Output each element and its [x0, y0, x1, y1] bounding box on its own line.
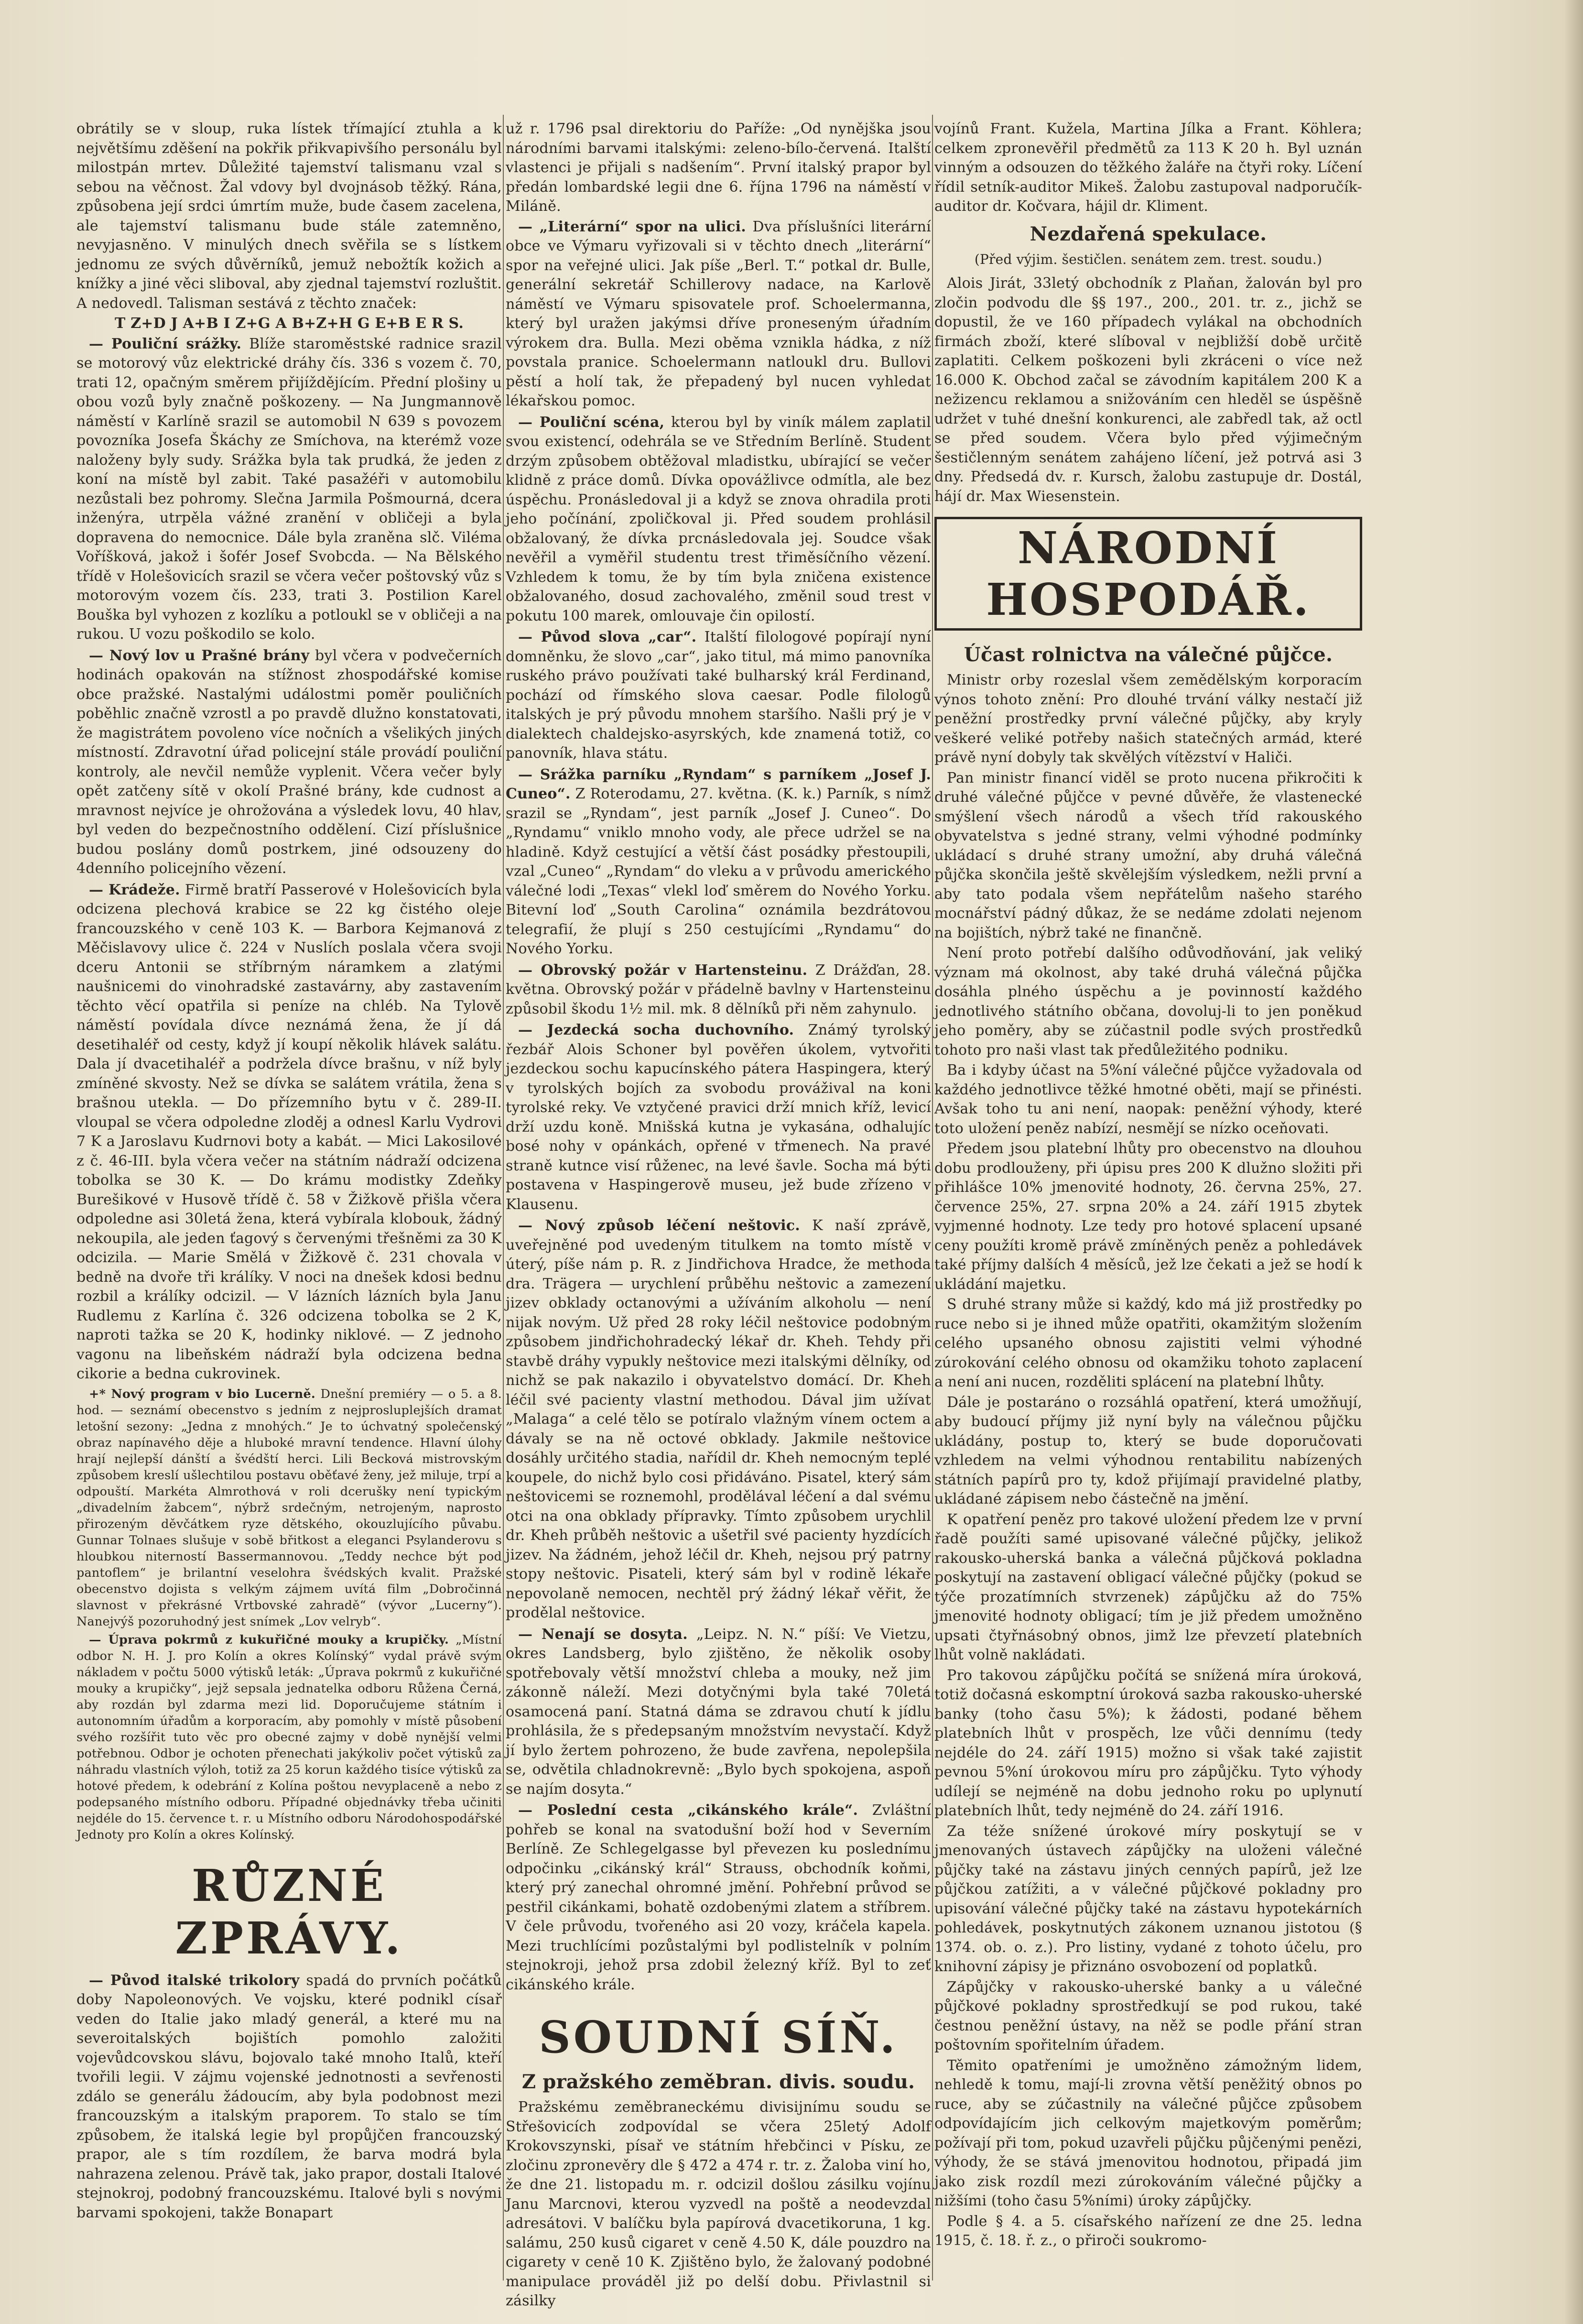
article-text: Dnešní premiéry — o 5. a 8. hod. — seznámí obecenstvo s jedním z nejprosluplejších dramat letošní sezony: „Jedna z mnohých.“ Je to úchvatný společenský obraz napínavého děje a hluboké mravní tendence. Hlavní úlohy hrají nejlepší dánští a švédští herci. Lili Becková mistrovským způsobem kreslí ušlechtilou postavu oběťavé ženy, jež miluje, trpí a odpouští. Markéta Almrothová v roli dcerušky není typickým „divadelním žabcem“, nýbrž srdečným, netrojeným, naprosto přirozeným děvčátkem ryze dětského, okouzlujícího půvabu. Gunnar Tolnaes slušuje v sobě břitkost a eleganci Psylanderovu s hloubkou niterností Bassermannovou. „Teddy nechce být pod pantoflem“ je brilantní veselohra švédských kvalit. Pražské obecenstvo dojista s velkým zájmem uvítá film „Dobročinná slavnost v překrásné Vrtbovské zahradě“ (vývor „Lucerny“). Nanejvýš pozoruhodný jest snímek „Lov velryb“. [76, 1386, 502, 1629]
article [76, 646, 502, 879]
article-headline: — Pouliční srážky. [89, 335, 242, 352]
article-text: Z Roterodamu, 27. května. (K. k.) Parník, s nímž srazil se „Ryndam“, jest parník „Josef J. Cuneo“. Do „Ryndamu“ vniklo mnoho vody, ale přece udržel se na hladině. Když cestující a větší část posádky přestoupili, vzal „Cuneo“ „Ryndam“ do vleku a v průvodu amerického válečné lodi „Texas“ vlekl loď směrem do Nového Yorku. Bitevní loď „South Carolina“ oznámila bezdrátovou telegrafií, že plují s 250 cestujícími „Ryndamu“ do Nového Yorku. [506, 786, 931, 957]
article-paragraph: Podle § 4. a 5. císařského nařízení ze dne 25. ledna 1915, č. 18. ř. z., o přiroči soukromo- [934, 2213, 1362, 2249]
article-paragraph: Ministr orby rozeslal všem zemědělským korporacím výnos tohoto znění: Pro dlouhé trvání války nestačí již peněžní prostředky první válečné půjčky, aby kryly veškeré veliké potřeby našich statečných armád, které právě nyní dobyly tak skvělých vítězství v Haliči. [934, 672, 1362, 766]
column-3 [934, 120, 1362, 2280]
sub-heading-valecna-pujcka: Účast rolnictva na válečné půjčce. [964, 644, 1333, 666]
article-paragraph: S druhé strany může si každý, kdo má již prostředky po ruce nebo si je ihned může opatřiti, okamžitým složením celého upsaného obnosu zajistiti velmi výhodné zúrokování celého obnosu od okamžiku tohoto zaplacení a není ani nucen, rozděliti splácení na platební lhůty. [934, 1296, 1362, 1390]
article-headline: — Pouliční scéna, [518, 414, 665, 431]
article-headline: — Nový lov u Prašné brány [89, 647, 310, 664]
article-text: Alois Jirát, 33letý obchodník z Plaňan, žalován byl pro zločin podvodu dle §§ 197., 200., 201. tr. z., jichž se dopustil, že ve 160 případech vylákal na obchodních firmách zboží, které slíboval v nejbližší době určitě zaplatiti. Celkem poškozeni byli zkráceni o více než 16.000 K. Obchod začal se závodním kapitálem 200 K a nežizencu reklamou a snižováním cen hleděl se úspěšně udržet v tuhé dnešní konkurenci, ale zabředl tak, až octl se před soudem. Včera bylo před výjimečným šestičlenným senátem zahájeno líčení, jež potrvá asi 3 dny. Předsedá dv. r. Kursch, žalobu zastupuje dr. Dostál, hájí dr. Max Wiesenstein. [934, 275, 1362, 505]
article-paragraph: Zápůjčky v rakousko-uherské banky a u válečné půjčkové pokladny sprostředkují se pod rukou, také čestnou peněžní ústavy, na něž se podle přání stran poštovním spořitelním úřadem. [934, 1978, 1362, 2053]
talisman-story: obrátily se v sloup, ruka lístek třímající ztuhla a k největšímu zděšení na pokřik přikvapivšího personálu byl milostpán mrtev. Důležité tajemství talismanu vzal s sebou na věčnost. Žal vdovy byl dvojnásob těžký. Rána, způsobena její srdci úmrtím muže, bude časem zacelena, ale tajemství talismanu bude stále zatemněno, nevyjasněno. V minulých dnech svěřila se s lístkem jednomu ze svých důvěrníků, jemuž nebožtík kožich a knížky a jiné věci sliboval, aby zjednal tajemství rozluštit. A nedovedl. Talisman sestává z těchto značek: [76, 120, 502, 312]
article [76, 881, 502, 1384]
article [506, 413, 931, 626]
column-rule [503, 115, 504, 2280]
article-paragraph: Dále je postaráno o rozsáhlá opatření, která umožňují, aby budoucí příjmy již nyní byly na válečnou půjčku ukládány, postup to, který se bude doporučovati vzhledem na velmi výhodnou rentabilitu nabízených státních papírů pro ty, kdož přijímají pravidelné platby, ukládané zápisem nebo částečně na jmění. [934, 1394, 1362, 1507]
article [76, 1971, 502, 2223]
article [506, 1625, 931, 1800]
section-heading-soudni-sin: SOUDNÍ SÍŇ. [539, 2011, 898, 2063]
article-text: Dva příslušníci literární obce ve Výmaru vyřizovali si v těchto dnech „literární“ spor na veřejné ulici. Jak píše „Berl. T.“ potkal dr. Bulle, generální sekretář Schillerovy nadace, na Karlově náměstí ve Výmaru spisovatele prof. Schoelermanna, který byl uražen jakýmsi dříve proneseným úřadním výrokem dra. Bulla. Mezi oběma vznikla hádka, z níž povstala pranice. Schoelermann natloukl dru. Bullovi pěstí a holí tak, že přepadený byl nucen vyhledat lékařskou pomoc. [506, 218, 931, 409]
article [76, 335, 502, 644]
article-small [76, 1632, 502, 1843]
article-text: Firmě bratří Passerové v Holešovicích byla odcizena plechová krabice se 22 kg čistého oleje francouzského v ceně 103 K. — Barbora Kejmanová z Měčislavovy ulice č. 224 v Nuslích poslala včera svoji dceru Antonii se stříbrným náramkem a zlatými naušnicemi do vinohradské zastavárny, aby zastavením těchto věcí opatřila si peníze na chléb. Na Tylově náměstí povídala dívce neznámá žena, že jí dá desetihaléř od cesty, když jí koupí několik hlávek salátu. Dala jí dvacetihaléř a podržela dívce brašnu, v níž byly zmíněné skvosty. Než se dívka se salátem vrátila, žena s brašnou utekla. — Do přízemního bytu v č. 289-II. vloupal se včera odpoledne zloděj a odnesl Karlu Vydrovi 7 K a Jaroslavu Kudrnovi boty a kabát. — Mici Lakosilové z č. 46-III. byla včera večer na státním nádraží odcizena tobolka se 30 K. — Do krámu modistky Zdeňky Burešikové v Husově třídě č. 58 v Žižkově přišla včera odpoledne asi 30letá žena, která vybírala klobouk, žádný nekoupila, ale jeden ťagový s červenými třešněmi za 30 K odcizila. — Marie Smělá v Žižkově č. 231 chovala v bedně na dvoře tři králíky. V noci na dnešek kdosi bednu rozbil a králíky odcizil. — V lázních lázních byla Janu Rudlemu z Karlína č. 326 odcizena tobolka se 2 K, naproti tažka se 20 K, hodinky niklové. — Z jednoho vagonu na libeňském nádraží byla odcizena bedna cikorie a bedna cukrovinek. [76, 881, 502, 1382]
article [506, 961, 931, 1019]
article-paragraph: Za téže snížené úrokové míry poskytují se v jmenovaných ústavech zápůjčky na uloženi válečné půjčky také na zástavu jiných cenných papírů, jež lze půjčkou zatížiti, a v válečné půjčkové pokladny pro upisování válečné půjčky také na zástavu hypotekárních pohledávek, poskytnutých zákonem uznanou jistotou (§ 1374. ob. o. z.). Pro listiny, vydané z tohoto účelu, pro knihovní zápisy je přiznáno osvobození od poplatků. [934, 1822, 1362, 1975]
article-headline: — Původ slova „car“. [518, 629, 697, 645]
article-paragraph: Pan ministr financí viděl se proto nucena přikročiti k druhé válečné půjčce v pevné důvěře, že vlastenecké smýšlení všech národů a všech tříd rakouského obyvatelstva s jedné strany, velmi výhodné podmínky ukládací s druhé strany umožní, aby druhá válečná půjčka skončila ještě skvělejším výsledkem, nežli první a aby tato podala všem nepřátelům našeho starého mocnářství pádný důkaz, že se nedáme zdolati nejenom na bojištích, nýbrž také ne finančně. [934, 769, 1362, 941]
article-text: byl včera v podvečerních hodinách opakován na stížnost zhospodářské komise obce pražské. Nastalými událostmi poměr pouličních poběhlic značně vzrostl a po pravdě dlužno konstatovati, že magistrátem povoleno více nočních a všelikých jiných místností. Zdravotní úřad policejní stále provádí pouliční kontroly, ale nevčil nemůže vyplenit. Včera večer byly opět zatčeny sítě v okolí Prašné brány, kde cudnost a mravnost nejvíce je ohrožována a výsledek lovu, 40 hlav, byl veden do bezpečnostního oddělení. Cizí příslušnice budou poslány domů postrkem, jiné odsouzeny do 4denního policejního vězení. [76, 647, 502, 877]
section-heading-narodni-hospodar: NÁRODNÍ HOSPODÁŘ. [934, 517, 1362, 631]
article-continuation: vojínů Frant. Kužela, Martina Jílka a Frant. Köhlera; celkem zpronevěřil předmětů za 113 K 20 h. Byl uznán vinným a odsouzen do těžkého žaláře na čtyři roky. Líčení řídil setník-auditor Mikeš. Žalobu zastupoval nadporučík-auditor dr. Kočvara, hájil dr. Kliment. [934, 120, 1362, 215]
sub-heading-nezdarena-spekulace: Nezdařená spekulace. [1030, 222, 1267, 245]
article-headline: — Poslední cesta „cikánského krále“. [518, 1802, 858, 1819]
article [506, 1801, 931, 1995]
column-1 [76, 120, 502, 2280]
article-paragraph: K opatření peněz pro takové uložení předem lze v první řadě použíti samé upisované válečné půjčky, jelikož rakousko-uherská banka a válečná půjčková pokladna poskytují na zastavení obligací válečné půjčky (pokud se týče prozatímních stvrzenek) zápůjčku až do 75% jmenovité hodnoty obligací; tím je již předem umožněno upsati čtyřnásobný obnos, jimž lze převzetí platebních lhůt volně nakládati. [934, 1511, 1362, 1663]
talisman-cipher: T Z+D J A+B I Z+G A B+Z+H G E+B E R S. [115, 315, 464, 332]
sub-heading-zemebran-soud: Z pražského zeměbran. divis. soudu. [521, 2071, 915, 2093]
article-text: Zvláštní pohřeb se konal na svatodušní boží hod v Severním Berlíně. Ze Schlegelgasse byl převezen ku poslednímu odpočinku „cikánský král“ Strauss, obchodník koňmi, který prý zanechal ohromné jmění. Pohřební průvod se pestřil cikánkami, bohatě ozdobenými zlatem a stříbrem. V čele průvodu, tvořeného asi 20 vozy, kráčela kapela. Mezi truchlícími pozůstalými byl podlistelník v polním stejnokroji, jehož prsa zdobil železný kříž. Byl to zeť cikánského krále. [506, 1802, 931, 1993]
article-headline: +* Nový program v bio Lucerně. [89, 1386, 315, 1401]
article-headline: — „Literární“ spor na ulici. [518, 218, 746, 235]
article-text: kterou byl by viník málem zaplatil svou existencí, odehrála se ve Středním Berlíně. Student drzým způsobem obtěžoval mladistku, ubírající se večer klidně z práce domů. Dívka opovážlivce odmítla, ale bez úspěchu. Pronásledoval ji a když se znova ohradila proti jeho počínání, zpoličkoval ji. Před soudem prohlásil obžalovaný, že dívka prcnásledovala jej. Soudce však nevěřil a vyměřil studentu trest třiměsíčního vězení. Vzhledem k tomu, že by tím byla zničena existence obžalovaného, dosud zachovalého, změnil soud trest v pokutu 100 marek, omlouvaje čin opilostí. [506, 414, 931, 624]
article-headline: — Nový způsob léčení neštovic. [518, 1217, 800, 1234]
article-text: „Leipz. N. N.“ píší: Ve Vietzu, okres Landsberg, bylo zjištěno, že několik osoby spotřebovaly větší množství chleba a mouky, než jim zákonně náleží. Mezi dotyčnými byla také 70letá osamocená paní. Statná dáma se zdravou chutí k jídlu prohlásila, že s předepsaným množstvím nevystačí. Když jí bylo žertem pohrozeno, že bude zavřena, nepolepšila se, odvětila chladnokrevně: „Bylo bych spokojena, aspoň se najím dosyta.“ [506, 1626, 932, 1798]
section-heading-ruzne-zpravy: RŮZNÉ ZPRÁVY. [175, 1859, 403, 1964]
article-text: Blíže staroměstské radnice srazil se motorový vůz elektrické dráhy čís. 336 s vozem č. 70, trati 12, opačným směrem přijíždějícím. Přední plošiny u obou vozů byly značně poškozeny. — Na Jungmannově náměstí v Karlíně srazil se automobil N 639 s povozem povozníka Josefa Škáchy ze Smíchova, na kterémž voze naloženy byly sudy. Srážka byla tak prudká, že jeden z koní na místě byl zabit. Také pasažéři v automobilu nezůstali bez pohromy. Slečna Jarmila Pošmourná, dcera inženýra, utrpěla vážné zranění v obličeji a byla dopravena do nemocnice. Dále byla zraněna slč. Viléma Voříšková, jakož i šofér Josef Svobcda. — Na Bělského třídě v Holešovicích srazil se včera večer poštovský vůz s motorovým vozem čís. 233, trati 3. Postilion Karel Bouška byl vyhozen z kozlíku a potloukl se v obličeji a na rukou. U vozu poškodilo se kolo. [76, 335, 502, 643]
article-headline: — Obrovský požár v Hartensteinu. [518, 961, 808, 979]
article-small [76, 1386, 502, 1630]
column-rule [932, 115, 933, 2280]
article-headline: — Krádeže. [89, 881, 180, 898]
article-text: spadá do prvních počátků doby Napoleonových. Ve vojsku, které podnikl císař veden do Italie jako mladý generál, a které mu na severoitalských bojištích pomohlo založiti vojevůdcovskou slávu, bojovalo také mnoho Italů, kteří tvořili legii. V zájmu vojenské jednotnosti a sevřenosti zdálo se generálu žádoucím, aby byla podobnost mezi francouzským a italským praporem. To stalo se tím způsobem, že italská legie byl propůjčen francouzský prapor, ale s tím rozdílem, že barva modrá byla nahrazena zelenou. Právě tak, jako prapor, dostali Italové stejnokroj, podobný francouzskému. Italové byli s novými barvami spokojeni, takže Bonapart [76, 1972, 502, 2221]
article-text: Italští filologové popírají nyní domněnku, že slovo „car“, jako titul, má mimo panovníka ruského právo používati také bulharský král Ferdinand, pochází od římského slova caesar. Podle filologů italských je prý původu mnohem staršího. Našli prý je v dialektech chaldejsko-asyrských, kde znamená totiž, co panovník, hlava státu. [506, 629, 931, 762]
article-text: Pražskému zeměbraneckému divisijnímu soudu se Střešovicích zodpovídal se včera 25letý Adolf Krokovszynski, písař ve státním hřebčinci v Písku, ze zločinu zpronevěry dle § 472 a 474 r. tr. z. Žaloba viní ho, že dne 21. listopadu m. r. odcizil došlou zásilku vojínu Janu Marcnovi, kterou vyzvedl na poště a neodevzdal adresátovi. V balíčku byla papírová dvacetikoruna, 1 kg. salámu, 250 kusů cigaret v ceně 4.50 K, dále pouzdro na cigarety v ceně 10 K. Zjištěno bylo, že žalovaný podobné manipulace prováděl již po delší dobu. Přivlastnil si zásilky [506, 2099, 931, 2309]
article-paragraph: Pro takovou zápůjčku počítá se snížená míra úroková, totiž dočasná eskomptní úroková sazba rakousko-uherské banky (toho času 5%); k žádosti, podané během platebních lhůt v prospěch, lze vůči dennímu (tedy nejdéle do 24. září 1915) možno si však také zajistit pevnou 5%ní úrokovou míru pro zápůjčku. Tyto výhody udílejí se nejméně na dobu jednoho roku po uplynutí platebních lhůt, tedy nejméně do 24. září 1916. [934, 1667, 1362, 1819]
article-headline: — Původ italské trikolory [89, 1972, 300, 1989]
article-paragraph: Těmito opatřeními je umožněno zámožným lidem, nehledě k tomu, mají-li zrovna větší peněžitý obnos po ruce, aby se zúčastnily na válečné půjčce způsobem odpovídajícím jich celkovým majetkovým poměrům; požívají při tom, pokud uzavřeli půjčku půjčenými penězi, výhody, že se stává jmenovitou hodnotou, připadá jim jako zisk rozdíl mezi zúrokováním válečné půjčky a nižšími (toho času 5%ními) úroky zápůjčky. [934, 2057, 1362, 2209]
article-paragraph: Ba i kdyby účast na 5%ní válečné půjčce vyžadovala od každého jednotlivce těžké hmotné oběti, mají se přinésti. Avšak toho tu ani není, naopak: peněžní výhody, které toto uložení peněz nabízí, nesmějí se nízko oceňovati. [934, 1062, 1362, 1137]
court-note: (Před výjim. šestičlen. senátem zem. trest. soudu.) [974, 251, 1323, 267]
article-text: K naší zprávě, uveřejněné pod uvedeným titulkem na tomto místě v úterý, píše nám p. R. z Jindřichova Hradce, že methoda dra. Trägera — urychlení průběhu neštovic a zamezení jizev obklady octanovými a užíváním alkoholu — není nijak novým. Už před 28 roky léčil neštovice podobným způsobem jindřichohradecký lékař dr. Kheh. Tehdy při stavbě dráhy vypukly neštovice mezi italskými dělníky, od nichž se pak nakazilo i obyvatelstvo domácí. Dr. Kheh léčil své pacienty vlastní methodou. Dával jim užívat „Malaga“ a celé tělo se potíralo vlažným vínem octem a dávaly se na ně octové obklady. Jakmile neštovice dosáhly určitého stadia, nařídil dr. Kheh nemocným teplé koupele, do nichž bylo cosi přidáváno. Pisatel, který sám neštovicemi se roznemohl, prodělával léčení a dal svému otci na ona obklady přípravky. Tímto způsobem urychlil dr. Kheh průběh neštovic a ušetřil své pacienty hyzdících jizev. Na žádném, jehož léčil dr. Kheh, nejsou prý patrny stopy neštovic. Pisateli, který sám byl v rodině lékaře nepovolaně nemocen, nechtěl prý žádný lékař věřit, že prodělal neštovice. [506, 1217, 931, 1621]
page-edge-shadow [1564, 0, 1583, 2324]
article-continuation: už r. 1796 psal direktoriu do Paříže: „Od nynějška jsou národními barvami italskými: zeleno-bílo-červená. Italští vlastenci je přijali s nadšením“. První italský prapor byl předán lombardské legii dne 6. října 1796 na náměstí v Miláně. [506, 120, 931, 215]
article [506, 1021, 931, 1214]
article-text: Známý tyrolský řezbář Alois Schoner byl pověřen úkolem, vytvořiti jezdeckou sochu kapucínského pátera Haspingera, který v tyrolských bojích za svobodu provážival na koni tyrolské reky. Ve vztyčené pravici drží mnich kříž, levicí drží uzdu koně. Mnišská kutna je vykasána, odhalujíc bosé nohy v opánkách, opřené v třmenech. Na pravé straně kutnce visí růženec, na levé šavle. Socha má býti postavena v Haspingerově museu, jež bude zřízeno v Klausenu. [506, 1022, 931, 1213]
article [506, 628, 931, 764]
article-paragraph: Není proto potřebí dalšího odůvodňování, jak veliký význam má okolnost, aby také druhá válečná půjčka dosáhla plného úspěchu a je povinností každého jednotlivého státního občana, dovoluj-li to jen poněkud jeho poměry, aby se zúčastnil podle svých prostředků tohoto pro naši vlast tak předůležitého podniku. [934, 945, 1362, 1058]
article-headline: — Úprava pokrmů z kukuřičné mouky a krupičky. [89, 1632, 449, 1647]
article-text: Z Drážďan, 28. května. Obrovský požár v přádelně bavlny v Hartensteinu způsobil škodu 1½ mil. mk. 8 dělníků při něm zahynulo. [506, 961, 931, 1017]
article-headline: — Jezdecká socha duchovního. [518, 1022, 794, 1038]
article [506, 218, 931, 411]
column-2 [506, 120, 932, 2309]
article-headline: — Nenají se dosyta. [518, 1626, 688, 1643]
article-paragraph: Předem jsou platební lhůty pro obecenstvo na dlouhou dobu prodlouženy, při úpisu pres 200 K dlužno složiti při přihlášce 10% jmenovité hodnoty, 26. června 25%, 27. července 25%, 27. srpna 20% a 24. září 1915 zbytek vyjmenné hodnoty. Lze tedy pro hotové splacení upsané ceny použíti kromě právě zmíněných peněz a pohledávek také příjmy dalších 4 měsíců, jež lze čekati a jež se hodí k ukládání majetku. [934, 1140, 1362, 1293]
article-headline: — Srážka parníku „Ryndam“ s parníkem „Josef J. Cuneo“. [506, 766, 931, 802]
article [506, 765, 931, 959]
article [506, 1216, 931, 1623]
article-text: „Místní odbor N. H. J. pro Kolín a okres Kolínský“ vydal právě svým nákladem v počtu 5000 výtisků leták: „Úprava pokrmů z kukuřičné mouky a krupičky“, jejž sepsala jednatelka odboru Růžena Černá, aby rozdán byl zdarma mezi lid. Doporučujeme státním i autonomním úřadům a korporacím, aby pomohly v místě působení svého rozšířit tuto věc pro obecné zajmy v době nynější velmi potřebnou. Odbor je ochoten přenechati jakýkoliv počet výtisků za náhradu vlastních výloh, totiž za 25 korun každého tisíce výtisků za hotové předem, k odebrání z Kolína poštou nevyplaceně a nebo z podepsaného místního odboru. Případné objednávky třeba učiniti nejdéle do 15. července t. r. u Místního odboru Národohospodářské Jednoty pro Kolín a okres Kolínský. [76, 1632, 502, 1842]
